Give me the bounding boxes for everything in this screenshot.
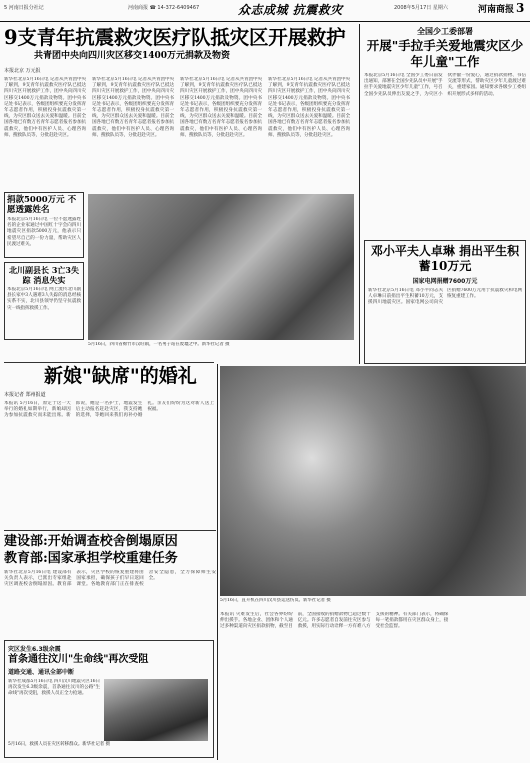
page-number: 3 (516, 1, 525, 15)
lead-text-col4: 新华社北京5月16日电 记者从共青团中央了解到，9支青年抗震救灾医疗队已抵达四川灾区开展救护工作，团中央向四川灾区移交1400万元捐款及物资。团中央书记处书记表示，各级团组织要充分发挥青年志愿者作用，积极投身抗震救灾第一线，为灾区群众送去关爱和温暖。目前全国各地已有数万名青年志愿者报名参加抗震救灾，他们中有医护人员、心理咨询师、搜救队员等，分批赶赴灾区。 (268, 77, 350, 138)
right-top-story (364, 26, 526, 238)
masthead-banner: 众志成城 抗震救灾 (238, 3, 343, 17)
lead-byline: 本报北京 万元报 (4, 68, 41, 74)
lead-text-col2: 新华社北京5月16日电 记者从共青团中央了解到，9支青年抗震救灾医疗队已抵达四川灾区开展救护工作，团中央向四川灾区移交1400万元捐款及物资。团中央书记处书记表示，各级团组织要充分发挥青年志愿者作用，积极投身抗震救灾第一线，为灾区群众送去关爱和温暖。目前全国各地已有数万名青年志愿者报名参加抗震救灾，他们中有医护人员、心理咨询师、搜救队员等，分批赶赴灾区。 (92, 77, 174, 138)
ministry-text: 新华社北京5月16日电 建设部有关负责人表示，已派出专家组赴灾区调查校舍倒塌原因。教育部表示，灾区学校的恢复重建将由国家承担，确保孩子们早日返回课堂。各地教育部门正在排查校舍安全隐患，全力保障师生安全。 (4, 570, 216, 588)
lead-text-col1: 新华社北京5月16日电 记者从共青团中央了解到，9支青年抗震救灾医疗队已抵达四川灾区开展救护工作，团中央向四川灾区移交1400万元捐款及物资。团中央书记处书记表示，各级团组织要充分发挥青年志愿者作用，积极投身抗震救灾第一线，为灾区群众送去关爱和温暖。目前全国各地已有数万名青年志愿者报名参加抗震救灾，他们中有医护人员、心理咨询师、搜救队员等，分批赶赴灾区。 (4, 77, 86, 138)
deng-headline: 邓小平夫人卓琳 捐出平生积蓄10万元 (370, 244, 520, 273)
column-rule (359, 24, 360, 364)
aftershock-kicker: 灾区发生6.3级余震 (8, 646, 61, 653)
county-headline: 北川副县长 3亡3失踪 消息失实 (9, 265, 79, 285)
column-rule (217, 364, 218, 760)
aftershock-text: 新华社成都5月16日电 四川汶川地震灾区16日再次发生6.3级余震，首条通往汶川的公路"生命线"再次受阻，救援人员正全力抢通。 (8, 679, 100, 697)
bride-text: 本报讯 5月16日，原定于这一天举行的婚礼如期举行，新娘却因为参加抗震救灾而未能出席。新郎说，她是一名护士，地震发生后主动报名赶赴灾区，我支持她的选择，等她回来我们再补办婚礼。亲友们纷纷为这对新人送上祝福。 (4, 401, 214, 419)
masthead (0, 0, 530, 22)
right-top-text: 本报北京5月16日电 全国少工委日前发出通知，部署在全国少先队员中开展"手拉手关爱地震灾区少年儿童"工作，号召全国少先队员伸出友爱之手，为灾区小伙伴献一份爱心，通过捐款捐物、书信交流等形式，帮助灾区少年儿童渡过难关，重建家园。通知要求各级少工委组织开展形式多样的活动。 (364, 73, 526, 97)
right-column-body: 本报讯 灾难发生后，社会各界纷纷伸出援手。各地企业、团体和个人通过多种渠道向灾区捐款捐物，截至目前，全国接收的捐赠款物已超过数十亿元。许多志愿者自发前往灾区参与救援，用实际行动诠释一方有难八方支援的精神。有关部门表示，将确保每一笔捐款都用在灾区群众身上，接受社会监督。 (220, 612, 449, 630)
county-text: 本报北京5月16日电 网上流传北川副县长家中3人遇难3人失踪的消息经核实系不实，北川县领导仍坚守抗震救灾一线指挥救援工作。 (7, 287, 81, 311)
lead-text-col3: 新华社北京5月16日电 记者从共青团中央了解到，9支青年抗震救灾医疗队已抵达四川灾区开展救护工作，团中央向四川灾区移交1400万元捐款及物资。团中央书记处书记表示，各级团组织要充分发挥青年志愿者作用，积极投身抗震救灾第一线，为灾区群众送去关爱和温暖。目前全国各地已有数万名青年志愿者报名参加抗震救灾，他们中有医护人员、心理咨询师、搜救队员等，分批赶赴灾区。 (180, 77, 262, 138)
bride-byline: 本报记者 郑州报道 (4, 392, 46, 398)
masthead-date: 2008年5月17日 星期六 (394, 5, 448, 11)
lead-subhead: 共青团中央向四川灾区移交1400万元捐款及物资 (34, 51, 231, 61)
bride-headline: 新娘"缺席"的婚礼 (44, 365, 197, 387)
aftershock-subhead: 道路交通、通讯全部中断 (8, 669, 75, 676)
photo2-caption: 5月16日，直升机在四川汶川县运送伤员。新华社记者 摄 (220, 598, 331, 603)
county-box (4, 262, 84, 340)
right-column-text (220, 612, 526, 758)
photo3-caption: 5月16日，救援人员在灾区转移群众。新华社记者 摄 (8, 742, 110, 747)
lead-story (4, 26, 356, 202)
deng-text: 新华社北京5月16日电 邓小平同志夫人卓琳日前捐出平生积蓄10万元，支援四川地震灾区。国家电网公司向灾区捐赠7600万元用于抗震救灾和电网恢复重建工作。 (368, 288, 522, 306)
deng-box (364, 240, 526, 364)
paper-name-logo: 河南商报 (478, 5, 515, 15)
ministry-headline1: 建设部:开始调查校舍倒塌原因 (4, 534, 178, 549)
right-top-kicker: 全国少工委部署 (417, 26, 473, 36)
aftershock-headline: 首条通往汶川"生命线"再次受阻 (8, 654, 149, 665)
photo1-caption: 5月16日，四川省绵竹市汉旺镇，一名男子站在废墟之中。新华社记者 摄 (88, 342, 230, 347)
donation-headline: 捐款5000万元 不愿透露姓名 (7, 195, 77, 215)
earthquake-ruins-photo (88, 194, 354, 340)
donation-text: 本报北京5月16日电 一位不愿透露姓名的企业家通过中国红十字会向四川地震灾区捐款5000万元，他表示只希望尽自己的一份力量，帮助灾区人民渡过难关。 (7, 217, 81, 247)
right-top-headline: 开展"手拉手关爱地震灾区少年儿童"工作 (366, 38, 524, 69)
masthead-left-code: 5 河南日报分社记 (4, 5, 44, 11)
bride-story (4, 362, 214, 528)
ministry-headline2: 教育部:国家承担学校重建任务 (4, 551, 178, 566)
aftershock-box (4, 640, 214, 758)
rescue-scene-photo (104, 679, 208, 741)
deng-subhead: 国家电网捐赠7600万元 (412, 278, 478, 285)
ministry-story (4, 530, 216, 634)
donation-box (4, 192, 84, 258)
lead-headline: 9支青年抗震救灾医疗队抵灾区开展救护 (4, 26, 346, 49)
helicopter-rescue-photo (220, 366, 526, 596)
masthead-center-info: 河南商报 ☎ 14-372-6409467 (128, 5, 200, 11)
